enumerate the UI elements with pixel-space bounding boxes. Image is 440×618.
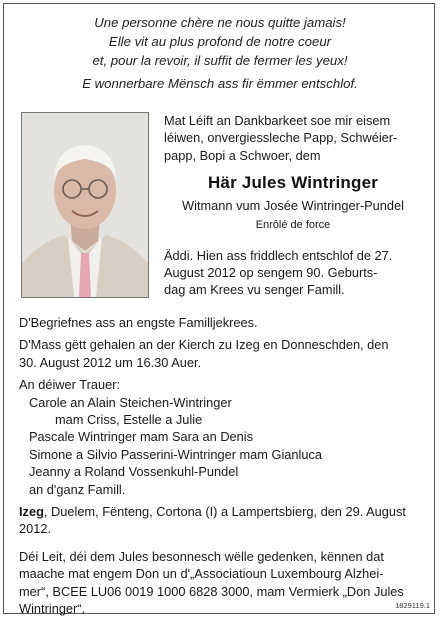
enrole-line: Enrôlé de force: [255, 219, 331, 232]
intro-line: Mat Léift an Dankbarkeet soe mir eisem: [164, 113, 391, 128]
place-date-line-2: 2012.: [19, 521, 52, 537]
donation-line: maache mat engem Don un d'„Associatioun Luxembourg Alzhei-: [19, 566, 384, 582]
notice-body: [19, 314, 423, 618]
quote-line: Elle vit au plus profond de notre coeur: [108, 34, 332, 49]
mourner-line: an d'ganz Famill.: [29, 481, 126, 497]
burial-line: D'Begriefnes ass an engste Familljekrees.: [19, 315, 258, 330]
mourner-line: Simone a Silvio Passerini-Wintringer mam Gianluca: [29, 446, 323, 462]
place-date-line: [19, 503, 423, 520]
quote-line: et, pour la revoir, il suffit de fermer les yeux!: [92, 53, 348, 68]
passing-line: dag am Krees vu senger Famill.: [164, 282, 345, 298]
passing-line: Äddi. Hien ass friddlech entschlof de 27.: [164, 247, 393, 263]
place-town: Izeg: [19, 504, 44, 520]
mourner-line: Carole an Alain Steichen-Wintringer: [29, 394, 232, 410]
quote-line: Une personne chère ne nous quitte jamais!: [94, 15, 346, 30]
mourner-line: Pascale Wintringer mam Sara an Denis: [29, 429, 254, 445]
mourner-line: mam Criss, Estelle a Julie: [55, 412, 203, 428]
place-rest: , Duelem, Fënteng, Cortona (I) a Lampertsbierg, den 29. August: [43, 504, 406, 520]
passing-line: August 2012 op sengem 90. Geburts-: [164, 265, 378, 281]
donation-line: Wintringer“.: [19, 601, 86, 617]
mourning-header: An déiwer Trauer:: [19, 377, 121, 393]
intro-line: papp, Bopi a Schwoer, dem: [164, 147, 321, 163]
deceased-name: Här Jules Wintringer: [207, 172, 379, 192]
mourner-line: Jeanny a Roland Vossenkuhl-Pundel: [29, 464, 239, 480]
mass-line: D'Mass gëtt gehalen an der Kierch zu Izeg en Donneschden, den: [19, 337, 389, 353]
donation-line: mer“, BCEE LU06 0019 1000 6828 3000, mam Vermierk „Don Jules: [19, 583, 404, 599]
mass-line: 30. August 2012 um 16.30 Auer.: [19, 354, 202, 370]
passing-paragraph: [164, 247, 422, 299]
announcement-block: [164, 112, 422, 299]
widower-line: Witmann vum Josée Wintringer-Pundel: [182, 198, 404, 214]
memorial-quote: [0, 13, 440, 93]
quote-line-luxembourgish: E wonnerbare Mënsch ass fir ëmmer entschlof.: [82, 76, 358, 91]
intro-line: léiwen, onvergiessleche Papp, Schwéier-: [164, 130, 398, 146]
portrait-photo: [21, 112, 149, 298]
donation-line: Déi Leit, déi dem Jules besonnesch wëlle gedenken, kënnen dat: [19, 548, 384, 564]
reference-number: 1829119.1: [395, 601, 430, 610]
